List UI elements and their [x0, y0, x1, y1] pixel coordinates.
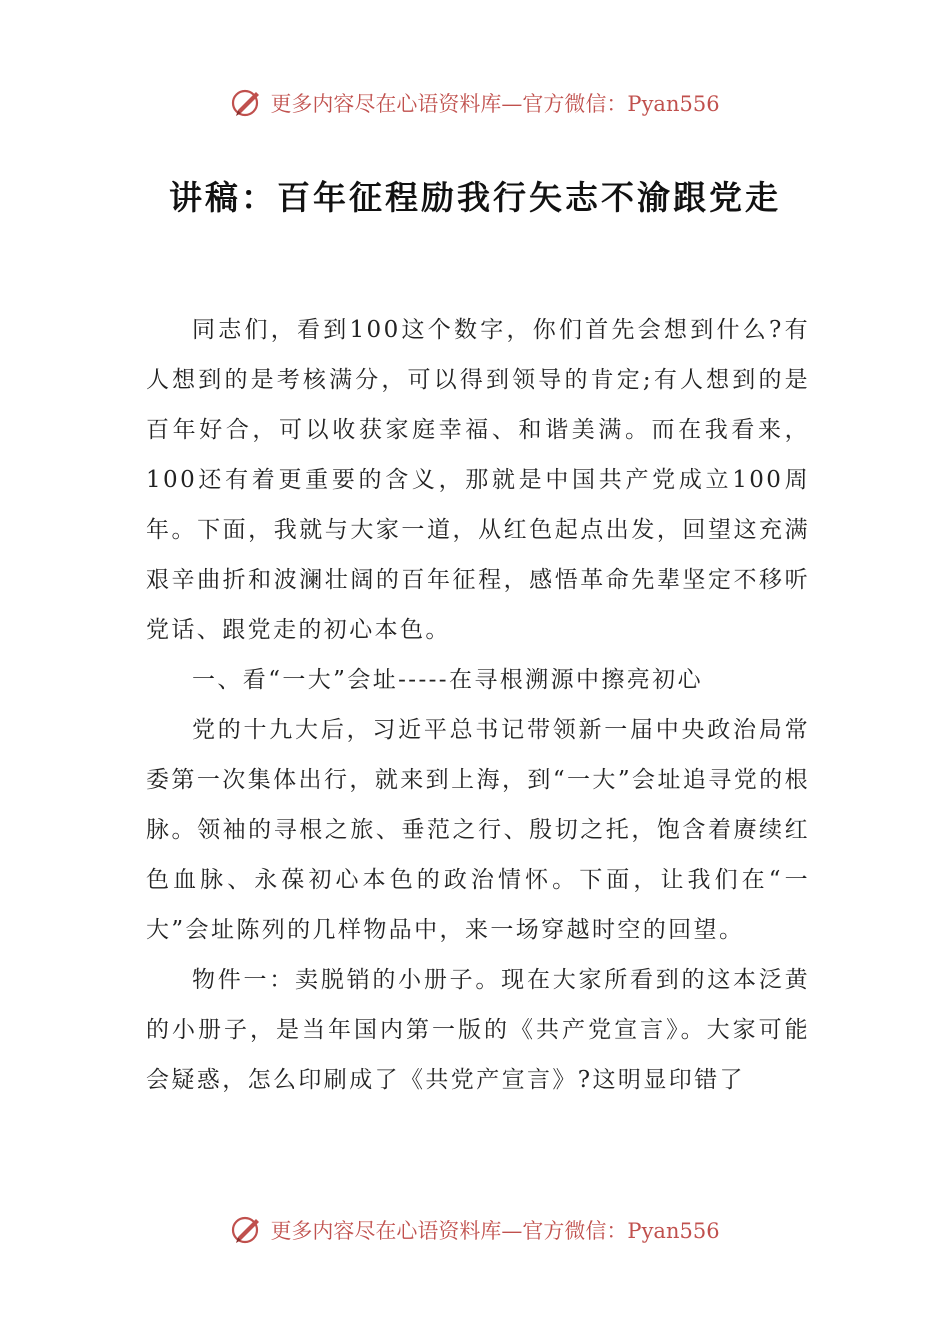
- document-body: [146, 305, 810, 1105]
- paragraph-item-one: 物件一：卖脱销的小册子。现在大家所看到的这本泛黄的小册子，是当年国内第一版的《共产党宣言》。大家可能会疑惑，怎么印刷成了《共党产宣言》?这明显印错了: [146, 967, 810, 1093]
- watermark-footer: [0, 1210, 950, 1250]
- pen-logo-icon: [230, 86, 264, 120]
- pen-logo-icon: [230, 1213, 264, 1247]
- paragraph-intro: 同志们，看到100这个数字，你们首先会想到什么?有人想到的是考核满分，可以得到领导的肯定;有人想到的是百年好合，可以收获家庭幸福、和谐美满。而在我看来，100还有着更重要的含义，那就是中国共产党成立100周年。下面，我就与大家一道，从红色起点出发，回望这充满艰辛曲折和波澜壮阔的百年征程，感悟革命先辈坚定不移听党话、跟党走的初心本色。: [146, 317, 810, 643]
- section-heading: 一、看“一大”会址-----在寻根溯源中擦亮初心: [192, 667, 703, 693]
- paragraph-section-one: 党的十九大后，习近平总书记带领新一届中央政治局常委第一次集体出行，就来到上海，到“一大”会址追寻党的根脉。领袖的寻根之旅、垂范之行、殷切之托，饱含着赓续红色血脉、永葆初心本色的政治情怀。下面，让我们在“一大”会址陈列的几样物品中，来一场穿越时空的回望。: [146, 717, 810, 943]
- watermark-text: 更多内容尽在心语资料库—官方微信：Pyan556: [270, 1219, 720, 1243]
- watermark-text: 更多内容尽在心语资料库—官方微信：Pyan556: [270, 92, 720, 116]
- watermark-header: [0, 83, 950, 123]
- document-title: 讲稿：百年征程励我行矢志不渝跟党走: [169, 178, 781, 217]
